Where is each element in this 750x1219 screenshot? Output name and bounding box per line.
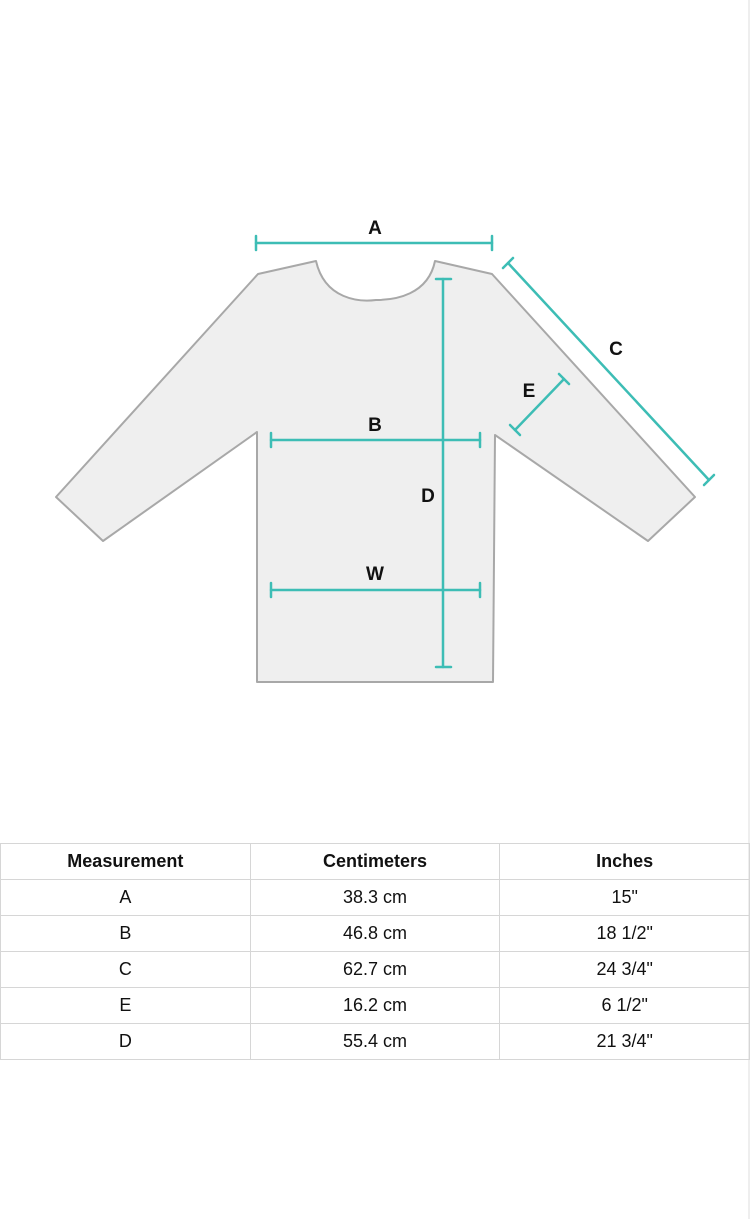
cell-measurement: D xyxy=(1,1024,251,1060)
table-row xyxy=(1,952,750,988)
table-body xyxy=(1,880,750,1060)
label-a: A xyxy=(368,218,382,239)
cell-inches: 15" xyxy=(500,880,750,916)
table-row xyxy=(1,880,750,916)
size-chart-table xyxy=(0,843,750,1060)
label-c: C xyxy=(609,339,623,360)
cell-centimeters: 62.7 cm xyxy=(250,952,500,988)
label-b: B xyxy=(368,415,382,436)
table-header xyxy=(1,844,750,880)
cell-measurement: C xyxy=(1,952,251,988)
cell-inches: 18 1/2" xyxy=(500,916,750,952)
header-inches: Inches xyxy=(500,844,750,880)
table-row xyxy=(1,988,750,1024)
cell-measurement: E xyxy=(1,988,251,1024)
cell-centimeters: 46.8 cm xyxy=(250,916,500,952)
sweater-outline xyxy=(56,261,695,682)
cell-centimeters: 55.4 cm xyxy=(250,1024,500,1060)
cell-centimeters: 16.2 cm xyxy=(250,988,500,1024)
cell-measurement: B xyxy=(1,916,251,952)
cell-inches: 21 3/4" xyxy=(500,1024,750,1060)
cell-centimeters: 38.3 cm xyxy=(250,880,500,916)
label-w: W xyxy=(366,564,384,585)
header-measurement: Measurement xyxy=(1,844,251,880)
table-row xyxy=(1,916,750,952)
table-header-row xyxy=(1,844,750,880)
cell-measurement: A xyxy=(1,880,251,916)
label-e: E xyxy=(522,381,536,402)
cell-inches: 6 1/2" xyxy=(500,988,750,1024)
header-centimeters: Centimeters xyxy=(250,844,500,880)
label-d: D xyxy=(421,486,435,507)
cell-inches: 24 3/4" xyxy=(500,952,750,988)
table-row xyxy=(1,1024,750,1060)
